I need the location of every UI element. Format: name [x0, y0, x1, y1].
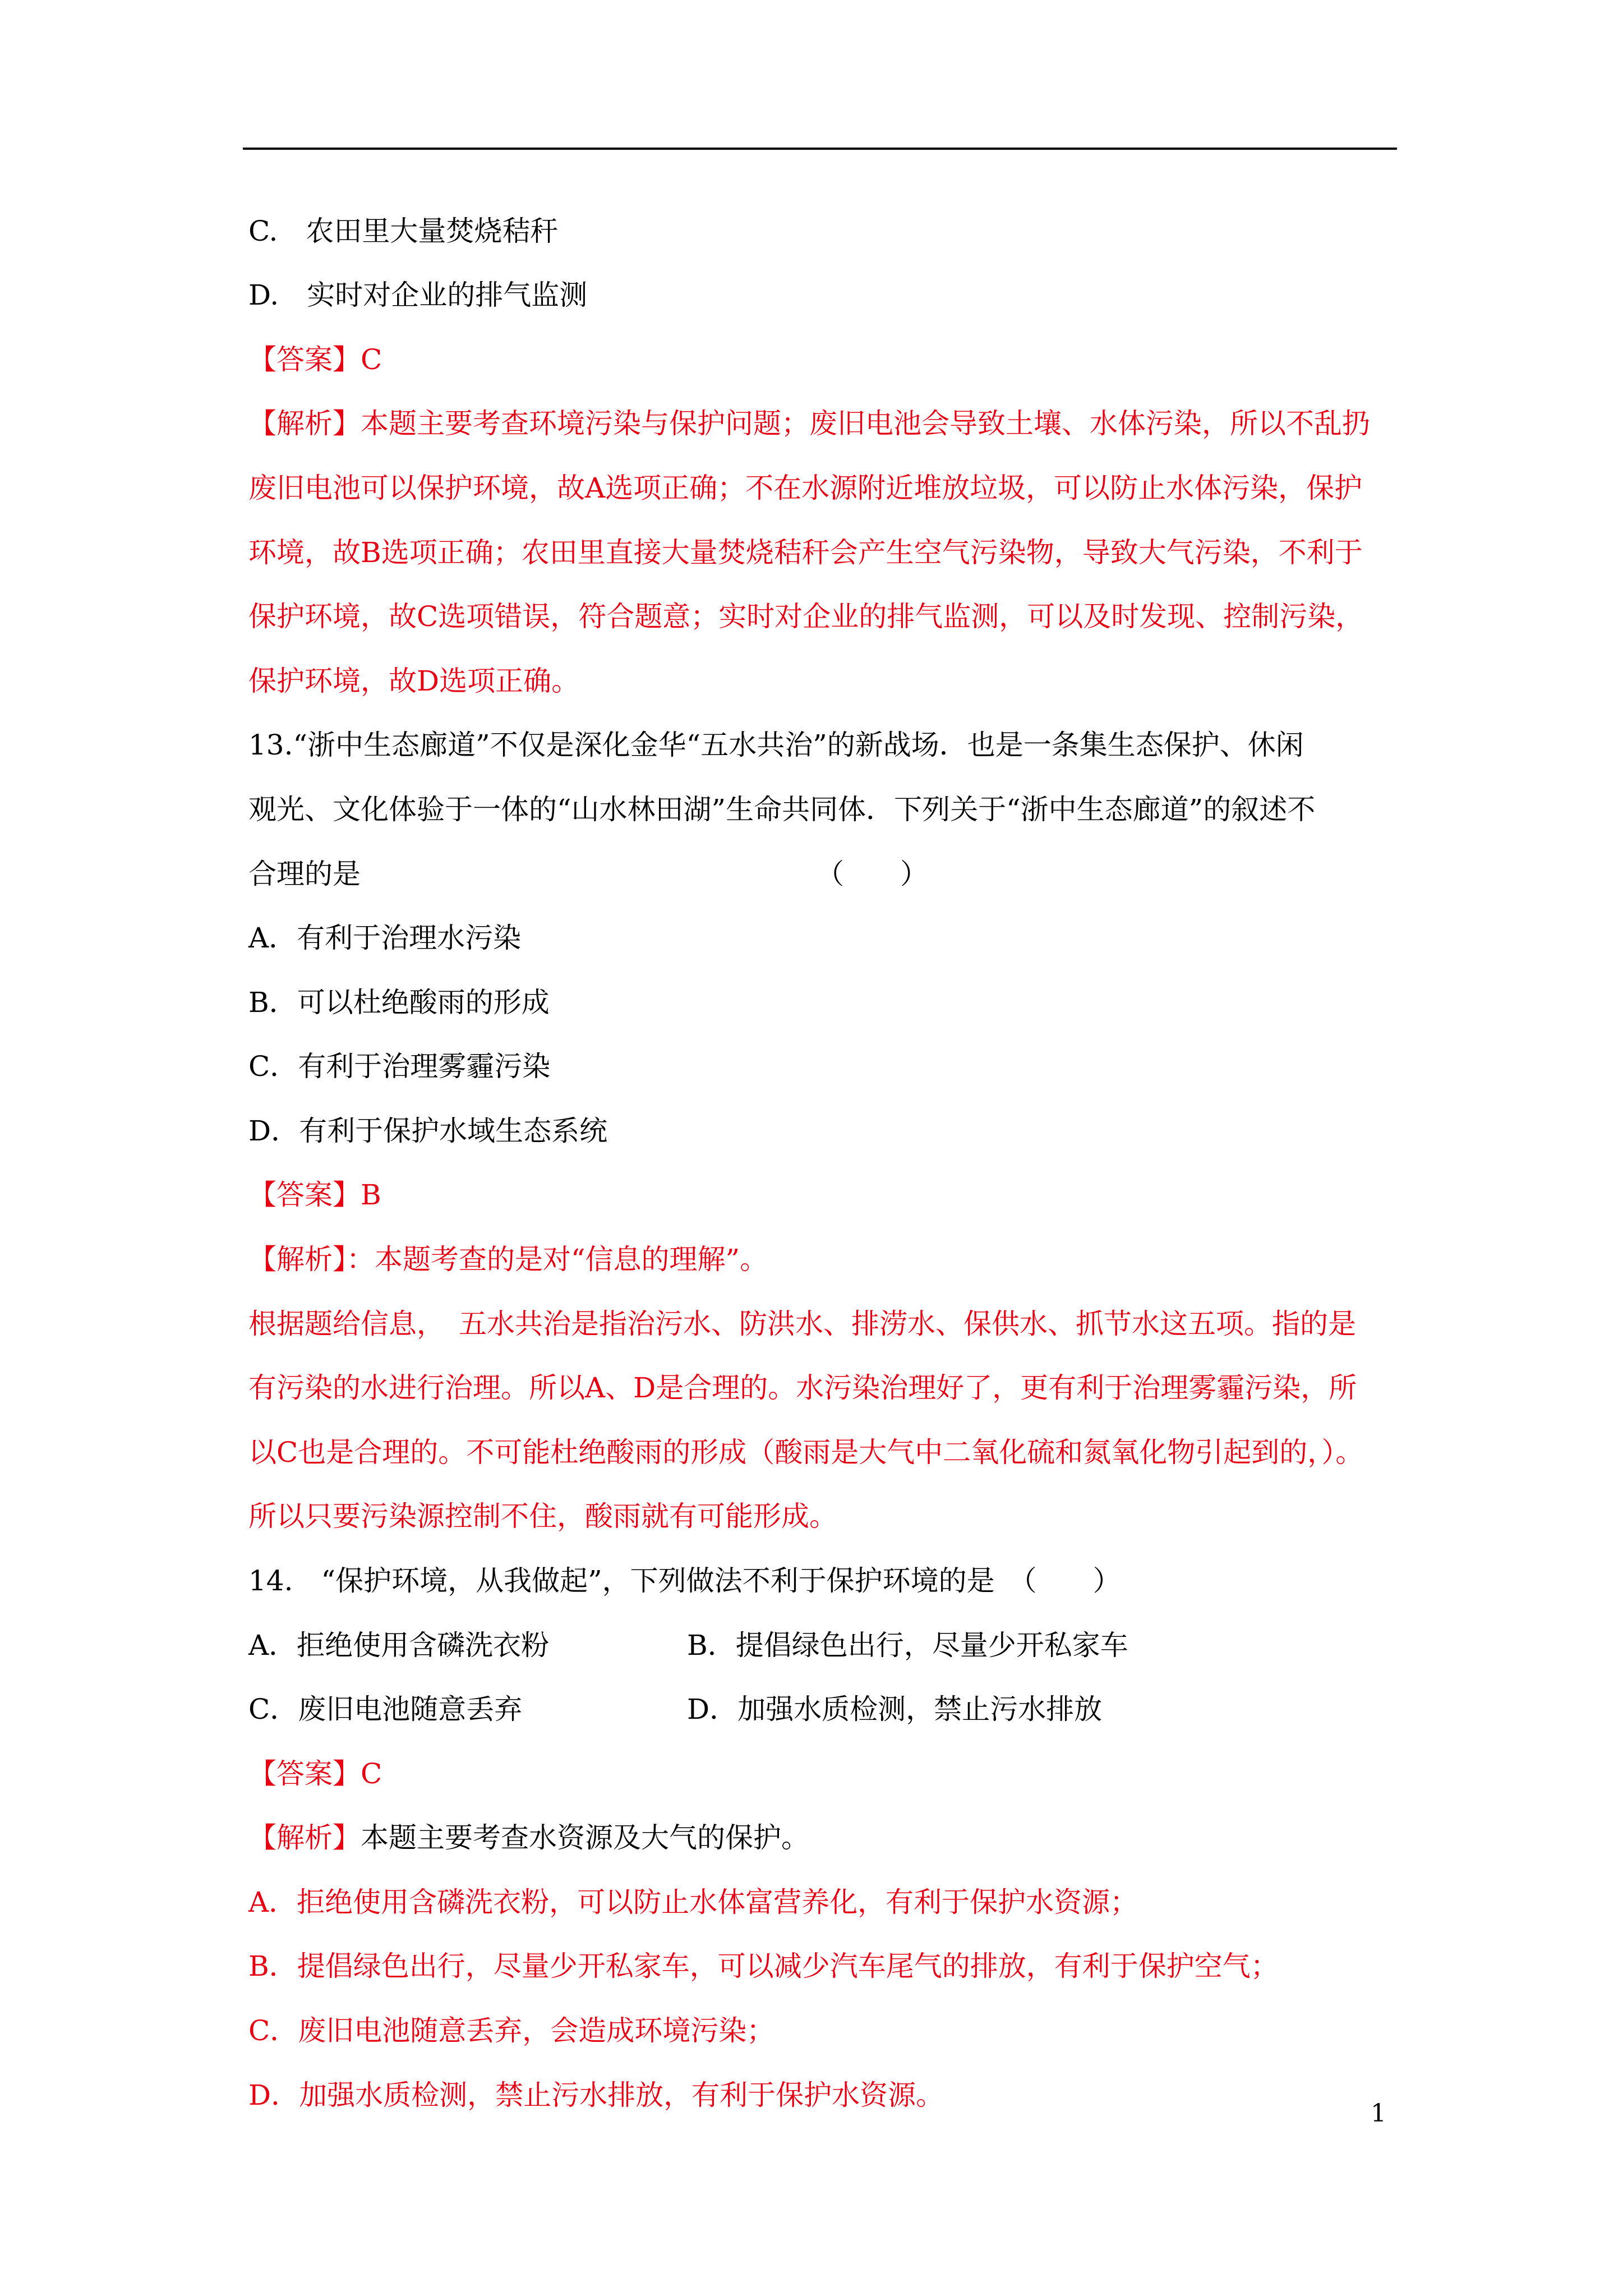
q14-option-c: C．废旧电池随意丢弃 [248, 1693, 523, 1726]
q13-analysis-line-4: 以C也是合理的。不可能杜绝酸雨的形成（酸雨是大气中二氧化硫和氮氧化物引起到的，）。 [248, 1436, 1364, 1469]
answer-value: C [361, 1757, 382, 1790]
q14-analysis-line-2: A．拒绝使用含磷洗衣粉，可以防止水体富营养化，有利于保护水资源； [248, 1886, 1138, 1918]
q12-analysis-line-3: 环境，故B选项正确；农田里直接大量焚烧秸秆会产生空气污染物，导致大气污染，不利于 [248, 536, 1363, 569]
q13-option-b: B．可以杜绝酸雨的形成 [248, 986, 550, 1019]
q14-option-a: A．拒绝使用含磷洗衣粉 [248, 1629, 550, 1662]
answer-label: 【答案】 [248, 1179, 361, 1211]
answer-value: C [361, 343, 382, 376]
q14-analysis-line-3: B．提倡绿色出行，尽量少开私家车，可以减少汽车尾气的排放，有利于保护空气； [248, 1950, 1279, 1982]
answer-value: B [361, 1179, 381, 1211]
q14-options-row-1 [248, 1628, 1128, 1663]
q13-analysis-line-1: 【解析】：本题考查的是对“信息的理解”。 [248, 1243, 768, 1276]
q14-analysis-line-4: C．废旧电池随意丢弃，会造成环境污染； [248, 2014, 775, 2047]
q13-stem-line-1: 13.“浙中生态廊道”不仅是深化金华“五水共治”的新战场．也是一条集生态保护、休闲 [248, 729, 1304, 761]
header-rule [243, 148, 1397, 150]
q13-stem-line-3: 合理的是 （ ） [248, 858, 928, 890]
q12-answer [248, 342, 382, 377]
q14-options-row-2 [248, 1692, 1103, 1727]
q14-stem: 14. “保护环境，从我做起”，下列做法不利于保护环境的是 （ ） [248, 1565, 1121, 1597]
q12-option-c: C. 农田里大量焚烧秸秆 [248, 215, 559, 247]
answer-bracket: （ ） [816, 858, 928, 890]
q13-option-d: D．有利于保护水域生态系统 [248, 1115, 608, 1147]
q14-analysis-line-1: 【解析】本题主要考查水资源及大气的保护。 [248, 1821, 809, 1854]
q12-analysis-line-5: 保护环境，故D选项正确。 [248, 665, 580, 697]
q14-option-b: B．提倡绿色出行，尽量少开私家车 [687, 1629, 1128, 1662]
q12-analysis-line-4: 保护环境，故C选项错误，符合题意；实时对企业的排气监测，可以及时发现、控制污染， [248, 600, 1364, 633]
page-number: 1 [1371, 2099, 1386, 2128]
q13-analysis-line-2: 根据题给信息， 五水共治是指治污水、防洪水、排涝水、保供水、抓节水这五项。指的是 [248, 1308, 1356, 1340]
answer-label: 【答案】 [248, 1757, 361, 1790]
q13-option-c: C．有利于治理雾霾污染 [248, 1050, 551, 1083]
q13-answer [248, 1177, 381, 1212]
q14-analysis-line-5: D．加强水质检测，禁止污水排放，有利于保护水资源。 [248, 2079, 944, 2111]
q12-option-d: D. 实时对企业的排气监测 [248, 279, 588, 311]
q14-option-d: D．加强水质检测，禁止污水排放 [687, 1693, 1103, 1726]
q12-analysis-line-2: 废旧电池可以保护环境，故A选项正确；不在水源附近堆放垃圾，可以防止水体污染，保护 [248, 472, 1363, 504]
q13-analysis-line-5: 所以只要污染源控制不住，酸雨就有可能形成。 [248, 1500, 837, 1533]
analysis-label: 【解析】 [248, 1821, 361, 1854]
q13-option-a: A．有利于治理水污染 [248, 922, 522, 954]
analysis-label: 【解析】 [248, 407, 361, 440]
analysis-label: 【解析】 [248, 1243, 347, 1276]
q13-stem-line-2: 观光、文化体验于一体的“山水林田湖”生命共同体．下列关于“浙中生态廊道”的叙述不 [248, 793, 1316, 826]
answer-label: 【答案】 [248, 343, 361, 376]
q13-analysis-line-3: 有污染的水进行治理。所以A、D是合理的。水污染治理好了，更有利于治理雾霾污染，所 [248, 1372, 1357, 1404]
q14-answer [248, 1756, 382, 1791]
q12-analysis-line-1: 【解析】本题主要考查环境污染与保护问题；废旧电池会导致土壤、水体污染，所以不乱扔 [248, 407, 1370, 440]
